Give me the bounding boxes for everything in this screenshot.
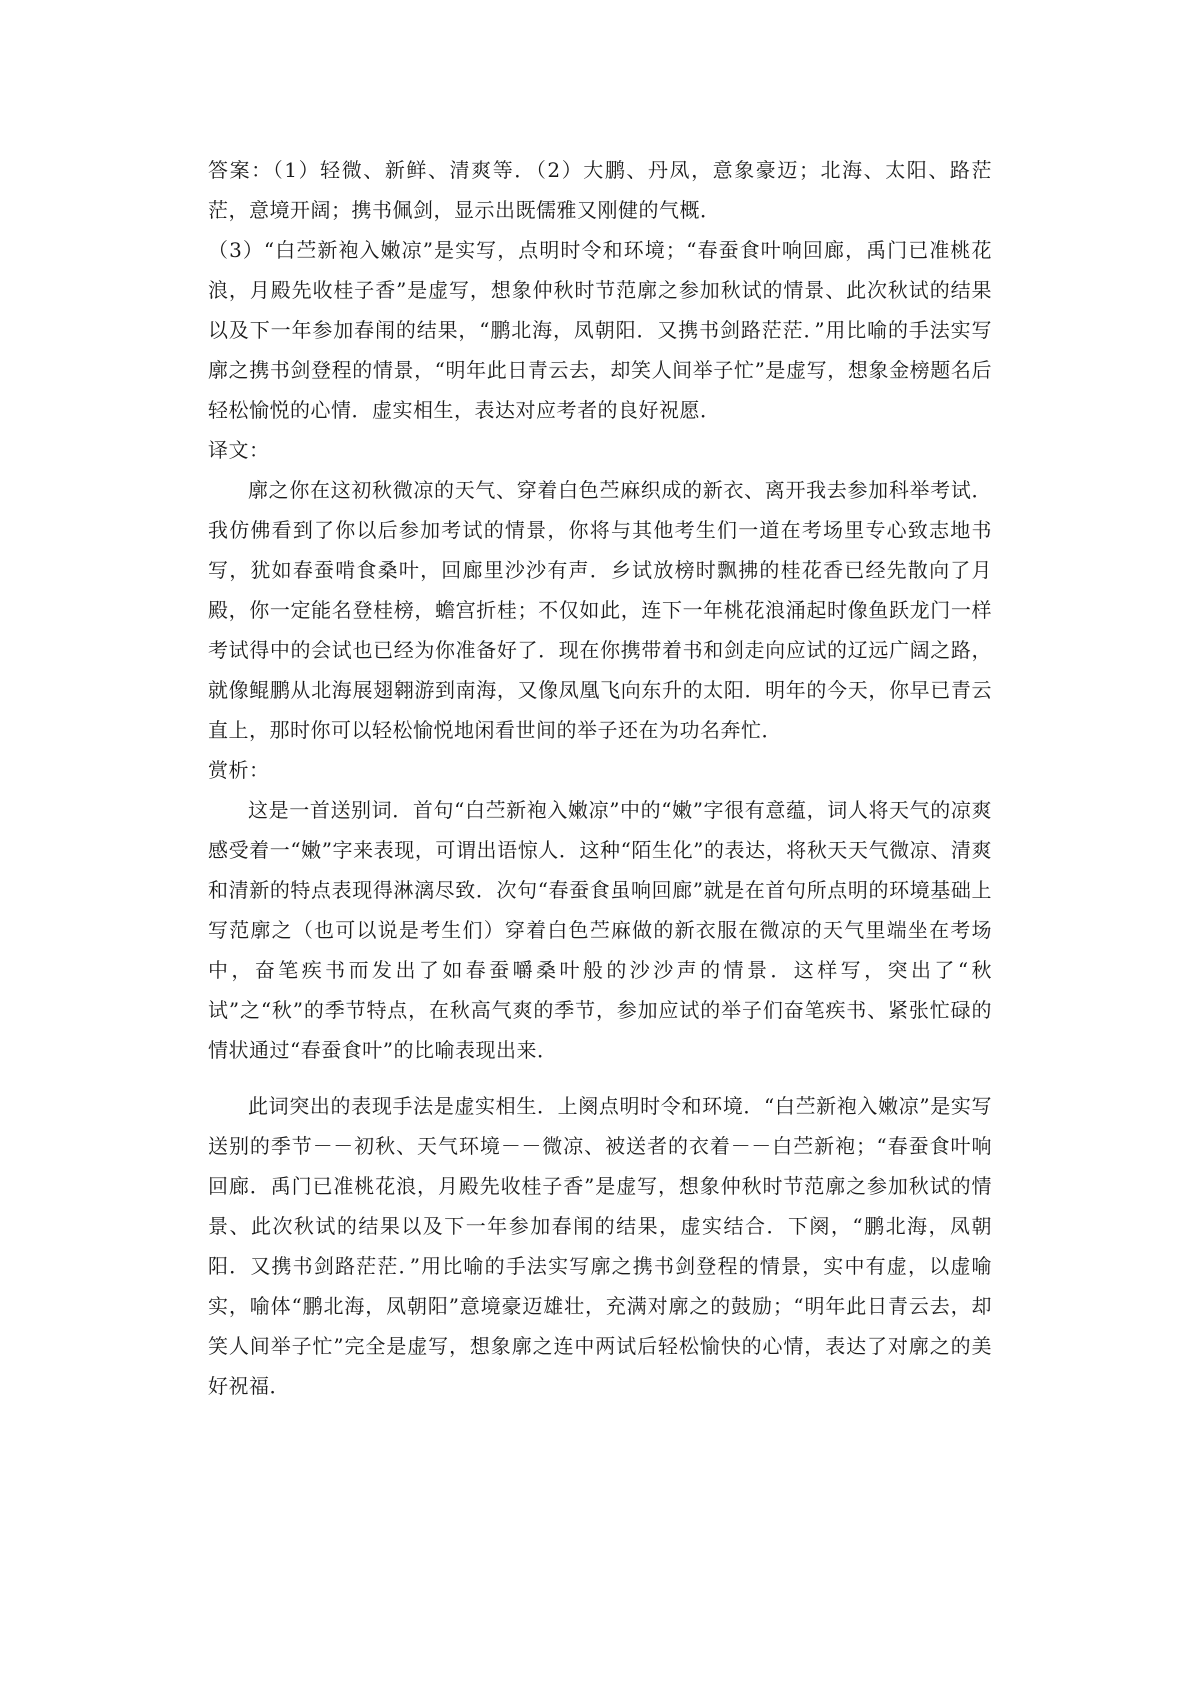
translation-paragraph: 廓之你在这初秋微凉的天气、穿着白色苎麻织成的新衣、离开我去参加科举考试．我仿佛看到了你以后参加考试的情景，你将与其他考生们一道在考场里专心致志地书写，犹如春蚕啃食桑叶，回廊里沙沙有声．乡试放榜时飘拂的桂花香已经先散向了月殿，你一定能名登桂榜，蟾宫折桂；不仅如此，连下一年桃花浪涌起时像鱼跃龙门一样考试得中的会试也已经为你准备好了．现在你携带着书和剑走向应试的辽远广阔之路，就像鲲鹏从北海展翅翱游到南海，又像凤凰飞向东升的太阳．明年的今天，你早已青云直上，那时你可以轻松愉悦地闲看世间的举子还在为功名奔忙． <box>208 478 992 742</box>
answer-paragraph-2: （3）“白苎新袍入嫩凉”是实写，点明时令和环境；“春蚕食叶响回廊，禹门已准桃花浪，月殿先收桂子香”是虚写，想象仲秋时节范廓之参加秋试的情景、此次秋试的结果以及下一年参加春闱的结果，“鹏北海，凤朝阳．又携书剑路茫茫．”用比喻的手法实写廓之携书剑登程的情景，“明年此日青云去，却笑人间举子忙”是虚写，想象金榜题名后轻松愉悦的心情．虚实相生，表达对应考者的良好祝愿． <box>208 238 992 422</box>
appreciation-paragraph-1: 这是一首送别词．首句“白苎新袍入嫩凉”中的“嫩”字很有意蕴，词人将天气的凉爽感受着一“嫩”字来表现，可谓出语惊人．这种“陌生化”的表达，将秋天天气微凉、清爽和清新的特点表现得淋漓尽致．次句“春蚕食虽响回廊”就是在首句所点明的环境基础上写范廓之（也可以说是考生们）穿着白色苎麻做的新衣服在微凉的天气里端坐在考场中，奋笔疾书而发出了如春蚕嚼桑叶般的沙沙声的情景．这样写，突出了“秋试”之“秋”的季节特点，在秋高气爽的季节，参加应试的举子们奋笔疾书、紧张忙碌的情状通过“春蚕食叶”的比喻表现出来． <box>208 798 992 1062</box>
appreciation-paragraph-2: 此词突出的表现手法是虚实相生．上阕点明时令和环境．“白苎新袍入嫩凉”是实写送别的季节－－初秋、天气环境－－微凉、被送者的衣着－－白苎新袍；“春蚕食叶响回廊．禹门已准桃花浪，月殿先收桂子香”是虚写，想象仲秋时节范廓之参加秋试的情景、此次秋试的结果以及下一年参加春闱的结果，虚实结合．下阕，“鹏北海，凤朝阳．又携书剑路茫茫．”用比喻的手法实写廓之携书剑登程的情景，实中有虚，以虚喻实，喻体“鹏北海，凤朝阳”意境豪迈雄壮，充满对廓之的鼓励；“明年此日青云去，却笑人间举子忙”完全是虚写，想象廓之连中两试后轻松愉快的心情，表达了对廓之的美好祝福． <box>208 1094 992 1398</box>
appreciation-label: 赏析： <box>208 758 270 782</box>
translation-label: 译文： <box>208 438 270 462</box>
answer-paragraph-1: 答案：（1）轻微、新鲜、清爽等．（2）大鹏、丹凤，意象豪迈；北海、太阳、路茫茫，意境开阔；携书佩剑，显示出既儒雅又刚健的气概． <box>208 158 992 222</box>
document-body <box>208 150 992 1406</box>
